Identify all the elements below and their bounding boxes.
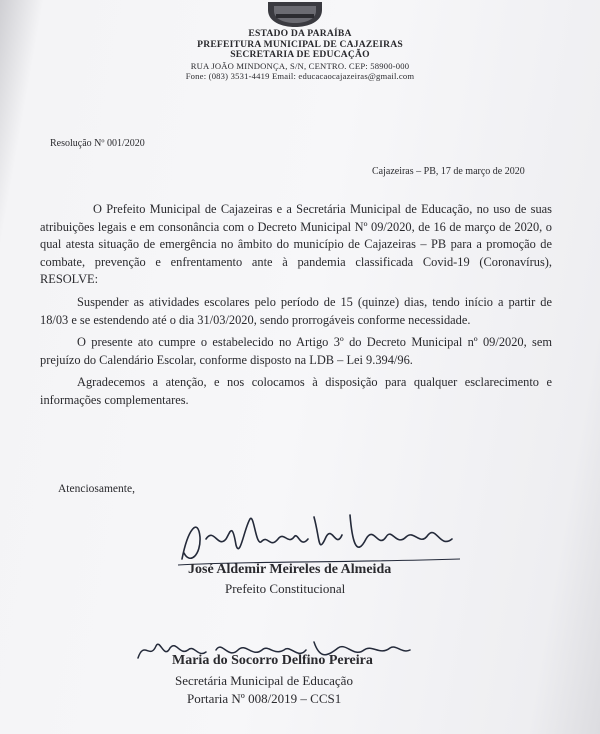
signatory-1-role: Prefeito Constitucional xyxy=(225,581,346,596)
signatory-2-role: Secretária Municipal de Educação xyxy=(175,673,353,688)
paragraph-preamble: O Prefeito Municipal de Cajazeiras e a Secretária Municipal de Educação, no uso de suas atribuições legais e em consonância com o Decreto Municipal Nº 09/2020, de 16 de março de 2020, o qual atesta situação de emergência no âmbito do município de Cajazeiras – PB para a promoção de combate, prevenção e enfrentamento ante à pandemia classificada Covid-19 (Coronavírus), RESOLVE: xyxy=(40,202,552,287)
header-address: RUA JOÃO MINDONÇA, S/N, CENTRO. CEP: 58900-000 xyxy=(190,60,410,71)
signature-block-secretaria xyxy=(128,630,428,730)
closing-salutation: Atenciosamente, xyxy=(58,483,135,495)
paragraph-resolution: Suspender as atividades escolares pelo período de 15 (quinze) dias, tendo início a partir de 18/03 e se estendendo até o dia 31/03/2020, sendo prorrogáveis conforme necessidade. xyxy=(40,294,552,327)
letterhead xyxy=(120,29,480,82)
header-contact: Fone: (083) 3531-4419 Email: educacaocajazeiras@gmail.com xyxy=(185,71,415,81)
header-state: ESTADO DA PARAÍBA xyxy=(248,28,352,39)
paragraph-legal-basis: O presente ato cumpre o estabelecido no Artigo 3º do Decreto Municipal nº 09/2020, sem prejuízo do Calendário Escolar, conforme disposto na LDB – Lei 9.394/96. xyxy=(40,335,552,367)
signatory-2-name: Maria do Socorro Delfino Pereira xyxy=(172,653,373,668)
municipal-crest-icon xyxy=(262,0,328,28)
date-line: Cajazeiras – PB, 17 de março de 2020 xyxy=(372,166,525,177)
resolution-number: Resolução Nº 001/2020 xyxy=(50,138,145,149)
signature-block-prefeito xyxy=(170,509,490,601)
document-body xyxy=(40,201,552,415)
header-prefeitura: PREFEITURA MUNICIPAL DE CAJAZEIRAS xyxy=(197,38,403,50)
signatory-1-name: José Aldemir Meireles de Almeida xyxy=(188,562,392,577)
header-secretaria: SECRETARIA DE EDUCAÇÃO xyxy=(230,49,370,60)
paragraph-thanks: Agradecemos a atenção, e nos colocamos à disposição para qualquer esclarecimento e informações complementares. xyxy=(40,375,552,407)
signatory-2-portaria: Portaria Nº 008/2019 – CCS1 xyxy=(187,691,342,706)
